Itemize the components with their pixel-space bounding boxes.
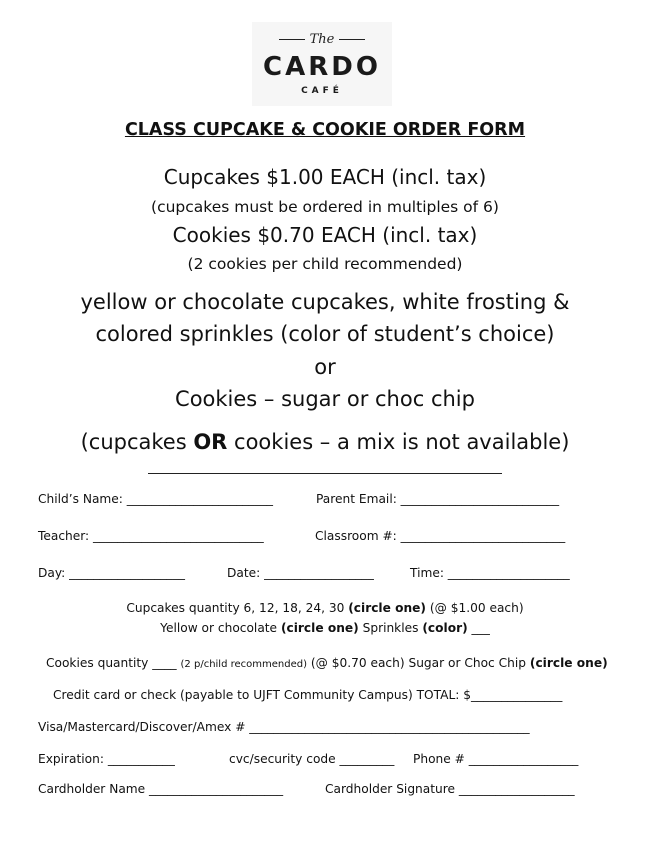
note-bold: OR xyxy=(193,430,228,454)
cupcake-price-note: (cupcakes must be ordered in multiples of 6) xyxy=(151,198,499,216)
cupcake-qty-circle: (circle one) xyxy=(348,601,426,615)
sprinkles-text: Sprinkles xyxy=(358,621,423,635)
cookie-quantity-line[interactable] xyxy=(46,656,608,670)
date-field[interactable]: Date: __________________ xyxy=(227,566,374,580)
parent-email-field[interactable]: Parent Email: __________________________ xyxy=(316,492,560,506)
cupcake-qty-price: (@ $1.00 each) xyxy=(426,601,524,615)
sprinkles-color: (color) xyxy=(422,621,468,635)
logo-the: The xyxy=(252,32,392,47)
form-title: CLASS CUPCAKE & COOKIE ORDER FORM xyxy=(124,120,526,140)
day-field[interactable]: Day: ___________________ xyxy=(38,566,185,580)
description-line-4: Cookies – sugar or choc chip xyxy=(175,387,475,411)
cookie-qty-price: (@ $0.70 each) Sugar or Choc Chip xyxy=(307,656,530,670)
cupcake-price: Cupcakes $1.00 EACH (incl. tax) xyxy=(163,165,487,189)
flavor-text: Yellow or chocolate xyxy=(160,621,281,635)
cookie-qty-text: Cookies quantity ____ xyxy=(46,656,181,670)
cupcake-quantity-line[interactable] xyxy=(0,601,650,615)
classroom-field[interactable]: Classroom #: ___________________________ xyxy=(315,529,566,543)
note-post: cookies – a mix is not available) xyxy=(227,430,570,454)
payment-total-line[interactable]: Credit card or check (payable to UJFT Community Campus) TOTAL: $_______________ xyxy=(53,688,563,702)
cookie-qty-recommend: (2 p/child recommended) xyxy=(180,659,307,670)
description-line-1: yellow or chocolate cupcakes, white frosting & xyxy=(80,290,570,314)
description-line-3: or xyxy=(314,355,336,379)
cardo-cafe-logo xyxy=(252,22,392,106)
flavor-sprinkles-line[interactable] xyxy=(0,621,650,635)
child-name-field[interactable]: Child’s Name: ________________________ xyxy=(38,492,274,506)
logo-cafe: CAFÉ xyxy=(301,86,343,96)
mix-not-available-note xyxy=(0,430,650,454)
note-pre: (cupcakes xyxy=(80,430,194,454)
teacher-field[interactable]: Teacher: ____________________________ xyxy=(38,529,264,543)
card-number-field[interactable]: Visa/Mastercard/Discover/Amex # ______________________________________________ xyxy=(38,720,530,734)
cookie-price-note: (2 cookies per child recommended) xyxy=(187,255,463,273)
cookie-price: Cookies $0.70 EACH (incl. tax) xyxy=(172,223,478,247)
cookie-qty-circle: (circle one) xyxy=(529,656,608,670)
time-field[interactable]: Time: ____________________ xyxy=(410,566,570,580)
sprinkles-blank: ___ xyxy=(467,621,490,635)
cardholder-name-field[interactable]: Cardholder Name ______________________ xyxy=(38,782,284,796)
flavor-circle: (circle one) xyxy=(280,621,359,635)
phone-field[interactable]: Phone # __________________ xyxy=(413,752,579,766)
expiration-field[interactable]: Expiration: ___________ xyxy=(38,752,175,766)
cupcake-qty-text: Cupcakes quantity 6, 12, 18, 24, 30 xyxy=(126,601,349,615)
cardholder-signature-field[interactable]: Cardholder Signature ___________________ xyxy=(325,782,575,796)
description-line-2: colored sprinkles (color of student’s choice) xyxy=(95,322,555,346)
logo-cardo: CARDO xyxy=(263,52,381,82)
cvc-field[interactable]: cvc/security code _________ xyxy=(229,752,395,766)
divider-line xyxy=(148,473,502,474)
